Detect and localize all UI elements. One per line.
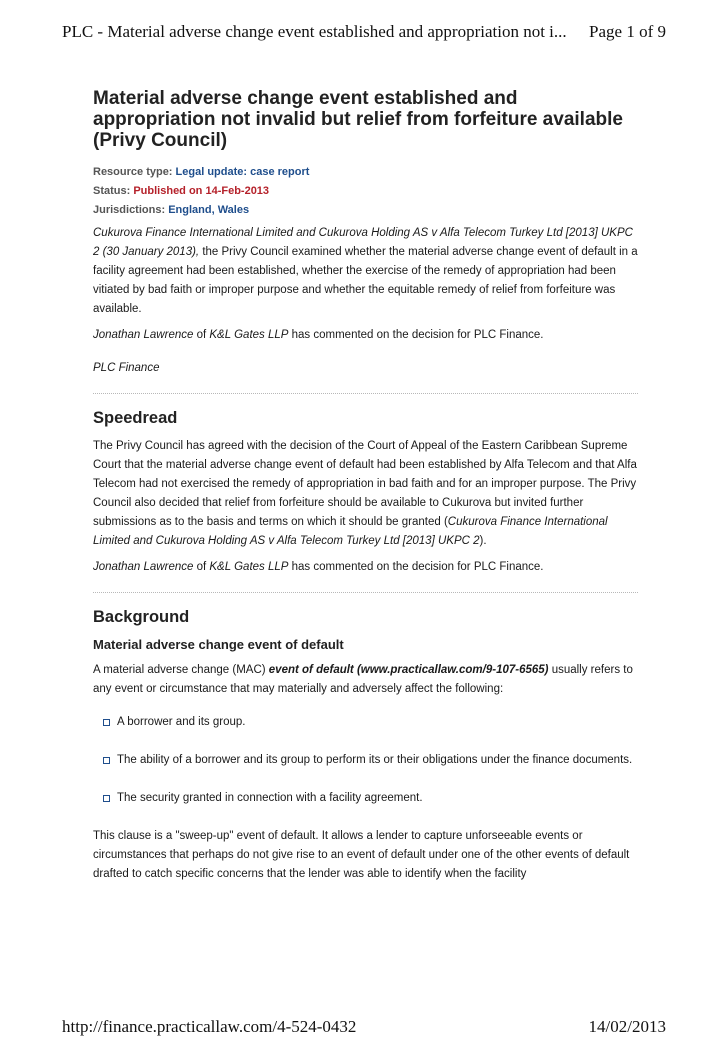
divider (93, 592, 638, 593)
print-header (62, 22, 666, 42)
speedread-end: ). (479, 535, 487, 547)
bullet-list (103, 713, 638, 808)
list-item (103, 789, 638, 808)
list-item-text: A borrower and its group. (117, 716, 246, 728)
mac-paragraph (93, 661, 638, 699)
intro-paragraph (93, 224, 638, 319)
meta-key: Resource type: (93, 166, 173, 178)
meta-jurisdictions (93, 204, 638, 217)
meta-resource-type (93, 166, 638, 179)
comment-of: of (193, 561, 210, 573)
print-footer-date: 14/02/2013 (588, 1017, 666, 1036)
intro-text: the Privy Council examined whether the material adverse change event of default in a facility agreement had been established, whether the exercise of the remedy of appropriation had been vitiated by bad faith or improper purpose and whether the equitable remedy of relief from forfeiture was available. (93, 246, 638, 315)
square-bullet-icon (103, 795, 110, 802)
mac-text-start: A material adverse change (MAC) (93, 664, 269, 676)
speedread-text: The Privy Council has agreed with the decision of the Court of Appeal of the Eastern Caribbean Supreme Court that the material adverse change event of default had been established by Alfa Telecom and that Alfa Telecom had not exercised the remedy of appropriation in bad faith and for an improper purpose. The Privy Council also decided that relief from forfeiture should be available to Cukurova but invited further submissions as to the basis and terms on which it should be granted ( (93, 440, 637, 528)
case-name: Cukurova Finance International Limited and Cukurova Holding AS v Alfa Telecom Turkey Ltd [2013] UKPC 2 (30 January 2013), (93, 227, 633, 258)
source-text: PLC Finance (93, 362, 160, 374)
comment-rest: has commented on the decision for PLC Finance. (288, 561, 544, 573)
comment-of: of (193, 329, 210, 341)
meta-value: Published on 14-Feb-2013 (133, 185, 270, 197)
print-header-page: Page 1 of 9 (589, 22, 666, 41)
background-heading: Background (93, 608, 190, 626)
meta-value[interactable]: Legal update: case report (175, 166, 310, 178)
mac-subheading: Material adverse change event of default (93, 637, 344, 652)
meta-key: Status: (93, 185, 131, 197)
article (93, 88, 638, 884)
print-header-title: PLC - Material adverse change event established and appropriation not i... (62, 22, 567, 41)
meta-status (93, 185, 638, 198)
meta-key: Jurisdictions: (93, 204, 166, 216)
article-title: Material adverse change event established and appropriation not invalid but relief from forfeiture available (Privy Council) (93, 88, 623, 151)
list-item (103, 713, 638, 732)
author-name: Jonathan Lawrence (93, 329, 194, 341)
divider (93, 393, 638, 394)
print-footer-url: http://finance.practicallaw.com/4-524-0432 (62, 1017, 357, 1036)
square-bullet-icon (103, 757, 110, 764)
firm-name: K&L Gates LLP (209, 561, 289, 573)
comment-rest: has commented on the decision for PLC Finance. (288, 329, 544, 341)
list-item-text: The security granted in connection with a facility agreement. (117, 792, 423, 804)
speedread-paragraph (93, 437, 638, 551)
list-item-text: The ability of a borrower and its group to perform its or their obligations under the finance documents. (117, 754, 633, 766)
firm-name: K&L Gates LLP (209, 329, 289, 341)
print-footer (62, 1017, 666, 1037)
event-of-default-link[interactable]: event of default (www.practicallaw.com/9-107-6565) (268, 664, 549, 676)
meta-value[interactable]: England, Wales (168, 204, 250, 216)
closing-paragraph: This clause is a "sweep-up" event of default. It allows a lender to capture unforseeable events or circumstances that perhaps do not give rise to an event of default under one of the other events of default drafted to catch specific concerns that the lender was able to identify when the facility (93, 830, 630, 880)
speedread-case-ref: Cukurova Finance International Limited and Cukurova Holding AS v Alfa Telecom Turkey Ltd [2013] UKPC 2 (93, 516, 608, 547)
author-name: Jonathan Lawrence (93, 561, 194, 573)
comment-line (93, 326, 638, 345)
mac-text-end: usually refers to any event or circumstance that may materially and adversely affect the following: (93, 664, 633, 695)
speedread-heading: Speedread (93, 409, 178, 427)
list-item (103, 751, 638, 770)
comment-line (93, 558, 638, 577)
source-label (93, 359, 638, 378)
square-bullet-icon (103, 719, 110, 726)
